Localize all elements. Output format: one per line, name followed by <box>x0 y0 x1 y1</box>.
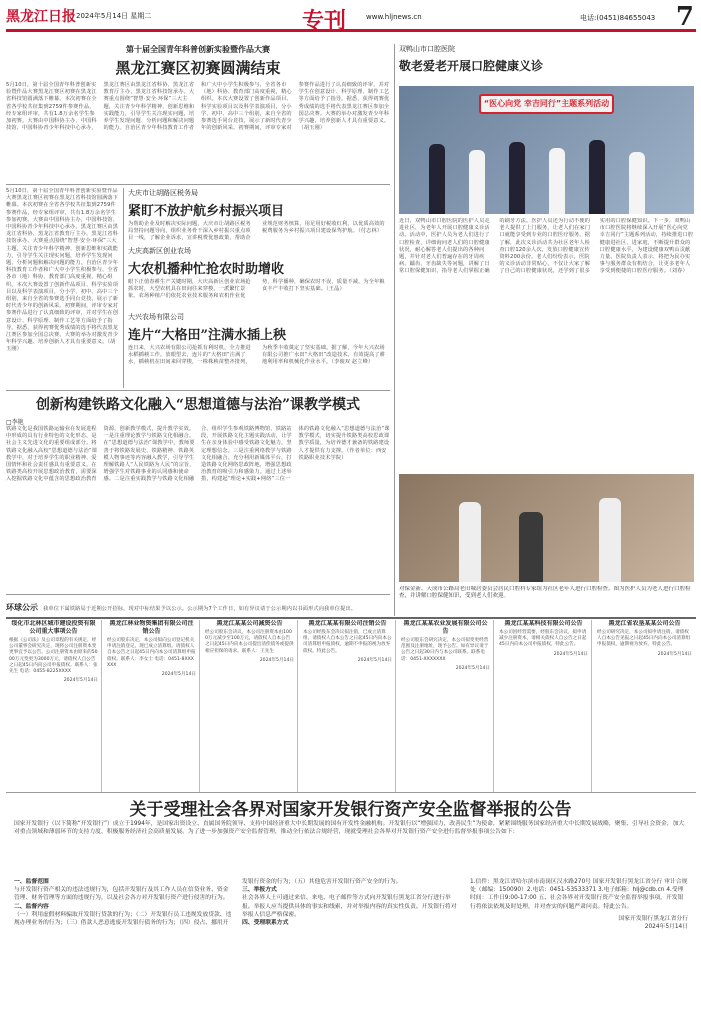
brief-continued <box>6 188 120 388</box>
notice-signature: 国家开发银行黑龙江省分行 <box>618 915 688 922</box>
article-headline: 创新构建铁路文化融入“思想道德与法治”课教学模式 <box>35 397 361 413</box>
section-title: 专刊 <box>302 8 347 34</box>
website[interactable]: www.hljnews.cn <box>366 13 422 21</box>
feature-article-1 <box>6 44 390 182</box>
notice-section-heading: 一、监督范围 <box>14 879 49 885</box>
notice-section-heading: 四、受理联系方式 <box>242 920 289 927</box>
brief-article-2 <box>128 246 390 308</box>
article-headline: 黑龙江赛区初赛圆满结束 <box>115 59 281 77</box>
newspaper-logo: 黑龙江日报 <box>6 9 76 25</box>
public-notice-small <box>6 594 390 616</box>
article-body: 5月10日，第十届全国青年科普创新实验暨作品大赛黑龙江赛区初赛在黑龙江省科技馆圆满落下帷幕。本次初赛在全省各学校共征集到2759件参赛作品，经专家组评审，共有1.8万余名学生参加初赛。大赛由中国科协主办，中国科技馆、中国科协青少年科技中心承办，黑龙江赛区由黑龙江省科协、黑龙江省教育厅主办，黑龙江省科技馆承办。大赛重点围绕“智慧·安全·环保”三大主题，关注青少年科学精神、创新思维和实践能力，引导学生关注现实问题，培养学生发现问题、分析问题和解决问题的能力。自治区青少年科技教育工作者和广大中小学生积极参与，全省各市（地）科协、教育部门高度重视，精心组织。本次大赛设置了创新作品项目、科学实验项目以及科学表演项目，分小学、初中、高中三个组别，来自全省的参赛选手同台竞技，展示了新时代青少年的创新风采。初赛期间，评审专家对参赛作品进行了认真细致的评审，并对学生在创意设计、科学原理、制作工艺等方面给予了指导。据悉，获得初赛优秀成绩的选手将代表黑龙江赛区参加全国总决赛。大赛的举办对激发青少年科学兴趣、培养创新人才具有重要意义。（胡玉刚） <box>6 82 390 132</box>
feature-article-2-body <box>399 218 694 472</box>
classified-ad: 黑龙江某某有限公司注销公告 本公司经股东会决议拟注销，已成立清算组，请债权人自本公告之日起45日内向本公司清算组申报债权，逾期不申报的视为放弃债权。特此公告。 2024年5月14日 <box>300 620 396 792</box>
notice-title: 关于受理社会各界对国家开发银行资产安全监督举报的公告 <box>129 800 572 820</box>
event-banner: “医心向党 幸吉同行”主题系列活动 <box>479 94 614 114</box>
article-kicker: 大兴农场有限公司 <box>128 313 184 321</box>
byline: □李艳 <box>6 419 24 426</box>
phone: 电话:(0451)84655043 <box>580 14 656 22</box>
classified-ad: 绥化市北林区城市建设投资有限公司重大事项公告 根据《公司法》及公司章程的有关规定，经公司董事会研究决定，现将公司注册资本变更事宜予以公告。公司注册资本由原来的5000万元变更为3000万元，请债权人自公告之日起45日内向公司申报债权。联系人：张先生 电话：0455-8225XXXX 2024年5月14日 <box>6 620 102 792</box>
feature-article-3 <box>6 394 390 592</box>
notice-date: 2024年5月14日 <box>644 924 688 931</box>
event-photo <box>399 86 694 214</box>
notice-body: 我单位下属铁路局于近期公开招标，现对中标结果予以公示。公示期为7个工作日，如有异议请于公示期内以书面形式向我单位提出。 <box>43 606 357 612</box>
article-body: 近日，双鸭山市口腔医院的医护人员走进社区，为老年人开展口腔健康义诊活动。活动中，医护人员为老人们进行了口腔检查，详细询问老人们的口腔健康状况，耐心解答老人们提出的各种问题，并针对老人们普遍存在的牙周疾病、龋齿、牙齿缺失等问题，讲解了日常口腔保健知识，指导老人们掌握正确的刷牙方法。医护人员还为行动不便的老人提供了上门服务，让老人们在家门口就能享受到专业的口腔医疗服务。据了解，此次义诊活动共为社区老年人检查口腔120余人次，发放口腔健康宣传资料200余份。老人们纷纷表示，医院的义诊活动非常贴心，不仅让大家了解了自己的口腔健康状况，还学到了很多实用的口腔保健知识。下一步，双鸭山市口腔医院将继续深入开展“医心向党 幸吉同行”主题系列活动，持续推进口腔健康进社区、进家庭，不断提升群众的口腔健康水平，为建设健康双鸭山贡献力量。医院负责人表示，将把为民办实事与服务群众有机结合，让更多老年人享受到便捷的口腔医疗服务。（刘春） <box>399 218 694 275</box>
article-body: 连日来，大兴农场有限公司抢抓有利时机，全力推进水稻插秧工作。放眼望去，连片的“大格田”注满了水，插秧机在田间来回穿梭，一株株秧苗整齐排列，为秋季丰收奠定了坚实基础。据了解，今年大兴农场有限公司推广水田“大格田”改造技术，有效提高了耕地利用率和机械化作业水平。（李俊双 赵立峰） <box>128 345 386 366</box>
classified-ad: 黑龙江某某公司减资公告 经公司股东会决议，本公司注册资本由1000万元减少至100万元，请债权人自本公告之日起45日内向本公司提出清偿债务或提供相应担保的请求。联系人：王先生 2024年5月14日 <box>202 620 298 792</box>
article-kicker: 第十届全国青年科普创新实验暨作品大赛 <box>126 45 270 54</box>
notice-label: 环球公示 <box>6 603 38 612</box>
notice-section-heading: 二、监督内容 <box>14 903 49 910</box>
article-body: 为帮助企业及时解决实际问题，大庆市让胡路区税务局坚持问题导向，组织业务骨干深入乡村振兴重点项目一线，了解企业诉求，宣讲税费优惠政策，帮助企业规范财务核算，用足用好税收红利，以优质高效的税费服务为乡村振兴项目建设保驾护航。（付志林） <box>128 221 385 242</box>
notice-section-heading: 三、举报方式 <box>242 887 277 894</box>
notice-body: 一、监督范围 与开发银行资产相关的违法违规行为，包括开发银行及其工作人员在信贷业务、资金管理、财务管理等方面的违规行为，以及社会各方对开发银行资产进行侵害的行为。 二、监督内容 （一）利用虚假材料骗取开发银行贷款的行为；（二）开发银行员工违规发放贷款、违规办理业务的行为；（三）借款人恶意逃废开发银行债务的行为；（四）侵占、挪用开发银行资金的行为；（五）其他危害开发银行资产安全的行为。 三、举报方式 社会各界人士可通过来信、来电、电子邮件等方式向开发银行黑龙江省分行进行举报。举报人应当提供具体的事实和线索，并对举报内容的真实性负责。开发银行将对举报人信息严格保密。 四、受理联系方式 1.信件：黑龙江省哈尔滨市南岗区汉水路270号 国家开发银行黑龙江省分行 审计合规处（邮编：150090）2.电话：0451-53533371 3.电子邮箱：hlj@cdb.cn 4.受理时间：工作日9:00-17:00 五、社会各界对开发银行资产安全监督举报事项，开发银行将依法依规及时处理，并对查实的问题严肃问责。特此公告。 国家开发银行黑龙江省分行 2024年5月14日 <box>14 879 688 931</box>
brief-article-1 <box>128 188 390 242</box>
article-body: 眼下正值春耕生产关键时期，大庆高新区创业农场抢抓农时，大型农机具在田间往来穿梭，一派繁忙景象。农场种植户们依托农业技术服务和农机作业优势，科学播种，确保农时不误、质量不减，为全年粮食丰产丰收打下坚实基础。（王晶） <box>128 279 385 300</box>
notice-intro: 国家开发银行（以下简称“开发银行”）成立于1994年，是国家出资设立、直属国务院领导、支持中国经济重大中长期发展的国有开发性金融机构。开发银行以“增强国力，改善民生”为使命，紧紧围绕服务国家经济重大中长期发展战略，聚集、引导社会资金，加大对重点领域和薄弱环节的支持力度，积极服务经济社会高质量发展。为了进一步加强资产安全监督管理，推动全行依法合规经营，现就受理社会各界对开发银行资产安全进行监督举报事项公告如下： <box>14 821 685 836</box>
article-body: 铁路文化是我国铁路运输业在发展进程中形成的具有行业特色的文化形态，是社会主义先进文化的重要组成部分。将铁路文化融入高校“思想道德与法治”课教学中，对于培养学生的职业精神、爱国情怀和社会责任感具有重要意义。在铁路类高校开展思想政治教育，需要深入挖掘铁路文化中蕴含的思想政治教育资源，创新教学模式，提升教学实效。一是注重理论教学与铁路文化相融合。在“思想道德与法治”课教学中，教师要善于将铁路发展史、铁路精神、铁路英模人物事迹等内容融入教学，引导学生理解铁路人“人民铁路为人民”的宗旨，增强学生对铁路事业的认同感和使命感。二是注重实践教学与铁路文化相融合。组织学生参观铁路博物馆、铁路站段，开展铁路文化主题实践活动，让学生在亲身体验中感受铁路文化魅力，坚定理想信念。三是注重网络教学与铁路文化相融合。充分利用新媒体平台，打造铁路文化网络思政阵地，增强思想政治教育的吸引力和感染力。通过上述举措，构建起“理论+实践+网络”三位一体的铁路文化融入“思想道德与法治”课教学模式，切实提升铁路类高校思政课教学质量，为培养德才兼备的铁路建设人才提供有力支撑。（作者单位：西安铁路职业技术学院） <box>6 426 390 483</box>
classified-ad: 黑龙江林业物资集团有限公司注销公告 经公司股东决定，本公司拟向公司登记机关申请注销登记，现已成立清算组。请债权人自本公告之日起45日内向本公司清算组申报债权。联系人：李女士 电话：0451-8XXXXXX 2024年5月14日 <box>104 620 200 792</box>
article-headline: 大农机播种忙抢农时助增收 <box>128 262 285 277</box>
photo-caption: 对保金新、天成市公路局老旧城居委员会居民口腔科专家组为社区老年人进行口腔检查。图为医护人员为老人进行口腔检查，并讲解口腔保健知识，受到老人们欢迎。 <box>399 586 691 599</box>
article-headline: 敬老爱老开展口腔健康义诊 <box>399 59 544 73</box>
article-kicker: 双鸭山市口腔医院 <box>399 45 455 53</box>
issue-date: 2024年5月14日 星期二 <box>76 12 152 20</box>
article-body: 5月10日，第十届全国青年科普创新实验暨作品大赛黑龙江赛区初赛在黑龙江省科技馆圆满落下帷幕。本次初赛在全省各学校共征集到2759件参赛作品，经专家组评审，共有1.8万余名学生参加初赛。大赛由中国科协主办，中国科技馆、中国科协青少年科技中心承办，黑龙江赛区由黑龙江省科协、黑龙江省教育厅主办，黑龙江省科技馆承办。大赛重点围绕“智慧·安全·环保”三大主题，关注青少年科学精神、创新思维和实践能力，引导学生关注现实问题，培养学生发现问题、分析问题和解决问题的能力。自治区青少年科技教育工作者和广大中小学生积极参与，全省各市（地）科协、教育部门高度重视，精心组织。本次大赛设置了创新作品项目、科学实验项目以及科学表演项目，分小学、初中、高中三个组别，来自全省的参赛选手同台竞技，展示了新时代青少年的创新风采。初赛期间，评审专家对参赛作品进行了认真细致的评审，并对学生在创意设计、科学原理、制作工艺等方面给予了指导。据悉，获得初赛优秀成绩的选手将代表黑龙江赛区参加全国总决赛。大赛的举办对激发青少年科学兴趣、培养创新人才具有重要意义。（胡玉刚） <box>6 188 119 353</box>
article-kicker: 大庆高新区创业农场 <box>128 247 191 255</box>
classified-ad: 黑龙江省农垦某某公司公告 经公司研究决定，本公司拟申请注销，请债权人自本公告见报之日起45日内向本公司清算组申报债权，逾期视为放弃。特此公告。 2024年5月14日 <box>597 620 692 657</box>
clinic-photo <box>399 474 694 582</box>
article-kicker: 大庆市让胡路区税务局 <box>128 189 198 197</box>
masthead <box>6 4 696 32</box>
page-number: 7 <box>675 2 694 32</box>
feature-article-2 <box>399 44 694 84</box>
article-headline: 紧盯不放护航乡村振兴项目 <box>128 204 285 219</box>
classified-ad: 黑龙江某某科技有限公司公告 本公司因经营需要，经股东会决议，拟申请减少注册资本，请相关债权人自公告之日起45日内向本公司申报债权，特此公告。 2024年5月14日 <box>496 620 592 792</box>
brief-article-3 <box>128 312 390 386</box>
classified-ad: 黑龙江某某农业发展有限公司公告 经公司股东会研究决定，本公司拟变更经营范围及注册地址，现予公告。如有异议请于公告之日起30日内与本公司联系。联系电话：0451-XXXXXXX 2024年5月14日 <box>398 620 494 792</box>
article-headline: 连片“大格田”注满水插上秧 <box>128 328 286 343</box>
